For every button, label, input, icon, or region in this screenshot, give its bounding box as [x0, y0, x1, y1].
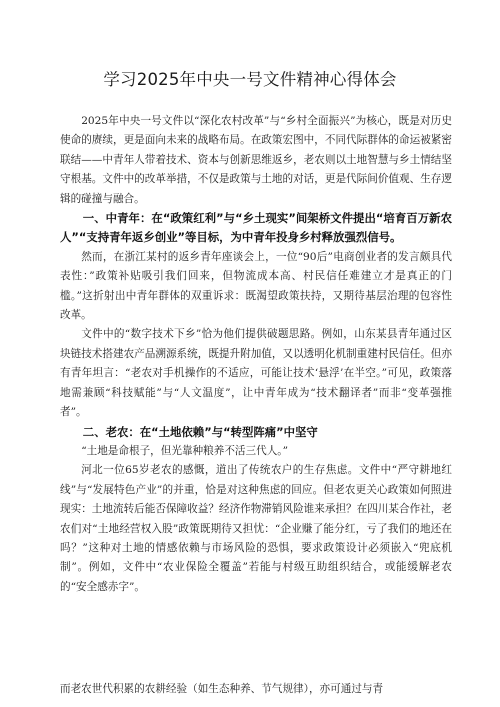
section-heading-2: 二、老农：在“土地依赖”与“转型阵痛”中坚守: [82, 424, 318, 439]
section-heading-1: 一、中青年：在“政策红利”与“乡土现实”间架桥文件提出“培育百万新农人”“支持青年返乡创业”等目标，为中青年投身乡村释放强烈信号。: [60, 211, 452, 245]
body-paragraph: 河北一位65岁老农的感慨，道出了传统农户的生存焦虑。文件中“严守耕地红线”与“发展特色产业”的并重，恰是对这种焦虑的回应。但老农更关心政策如何照进现实：土地流转后能否保障收益？经济作物滞销风险谁来承担？在四川某合作社，老农们对“土地经营权入股”政策既期待又担忧：“企业赚了能分红，亏了我们的地还在吗？”这种对土地的情感依赖与市场风险的恐惧，要求政策设计必须嵌入“兜底机制”。例如，文件中“农业保险全覆盖”若能与村级互助组织结合，或能缓解老农的“安全感赤字”。: [60, 464, 452, 593]
body-paragraph: 文件中的“数字技术下乡”恰为他们提供破题思路。例如，山东某县青年通过区块链技术搭建农产品溯源系统，既提升附加值，又以透明化机制重建村民信任。但亦有青年坦言：“老农对手机操作的不适应，可能让技术‘悬浮’在半空。”可见，政策落地需兼顾“科技赋能”与“人文温度”，让中青年成为“技术翻译者”而非“变革强推者”。: [60, 328, 452, 419]
body-paragraph-continued: 而老农世代积累的农耕经验（如生态种养、节气规律），亦可通过与青: [60, 683, 384, 695]
document-body: [60, 112, 452, 597]
intro-paragraph: 2025年中央一号文件以“深化农村改革”与“乡村全面振兴”为核心，既是对历史使命的赓续，更是面向未来的战略布局。在政策宏图中，不同代际群体的命运被紧密联结——中青年人带着技术、资本与创新思维返乡，老农则以土地智慧与乡土情结坚守根基。文件中的改革举措，不仅是政策与土地的对话，更是代际间价值观、生存逻辑的碰撞与融合。: [60, 115, 452, 205]
quote-line: “土地是命根子，但光靠种粮养不活三代人。”: [81, 444, 288, 457]
page-title: 学习2025年中央一号文件精神心得体会: [103, 70, 397, 89]
body-paragraph: 然而，在浙江某村的返乡青年座谈会上，一位“90后”电商创业者的发言颇具代表性：”政策补贴吸引我们回来，但物流成本高、村民信任难建立才是真正的门槛。”这折射出中青年群体的双重诉求：既渴望政策扶持，又期待基层治理的包容性改革。: [60, 250, 452, 322]
